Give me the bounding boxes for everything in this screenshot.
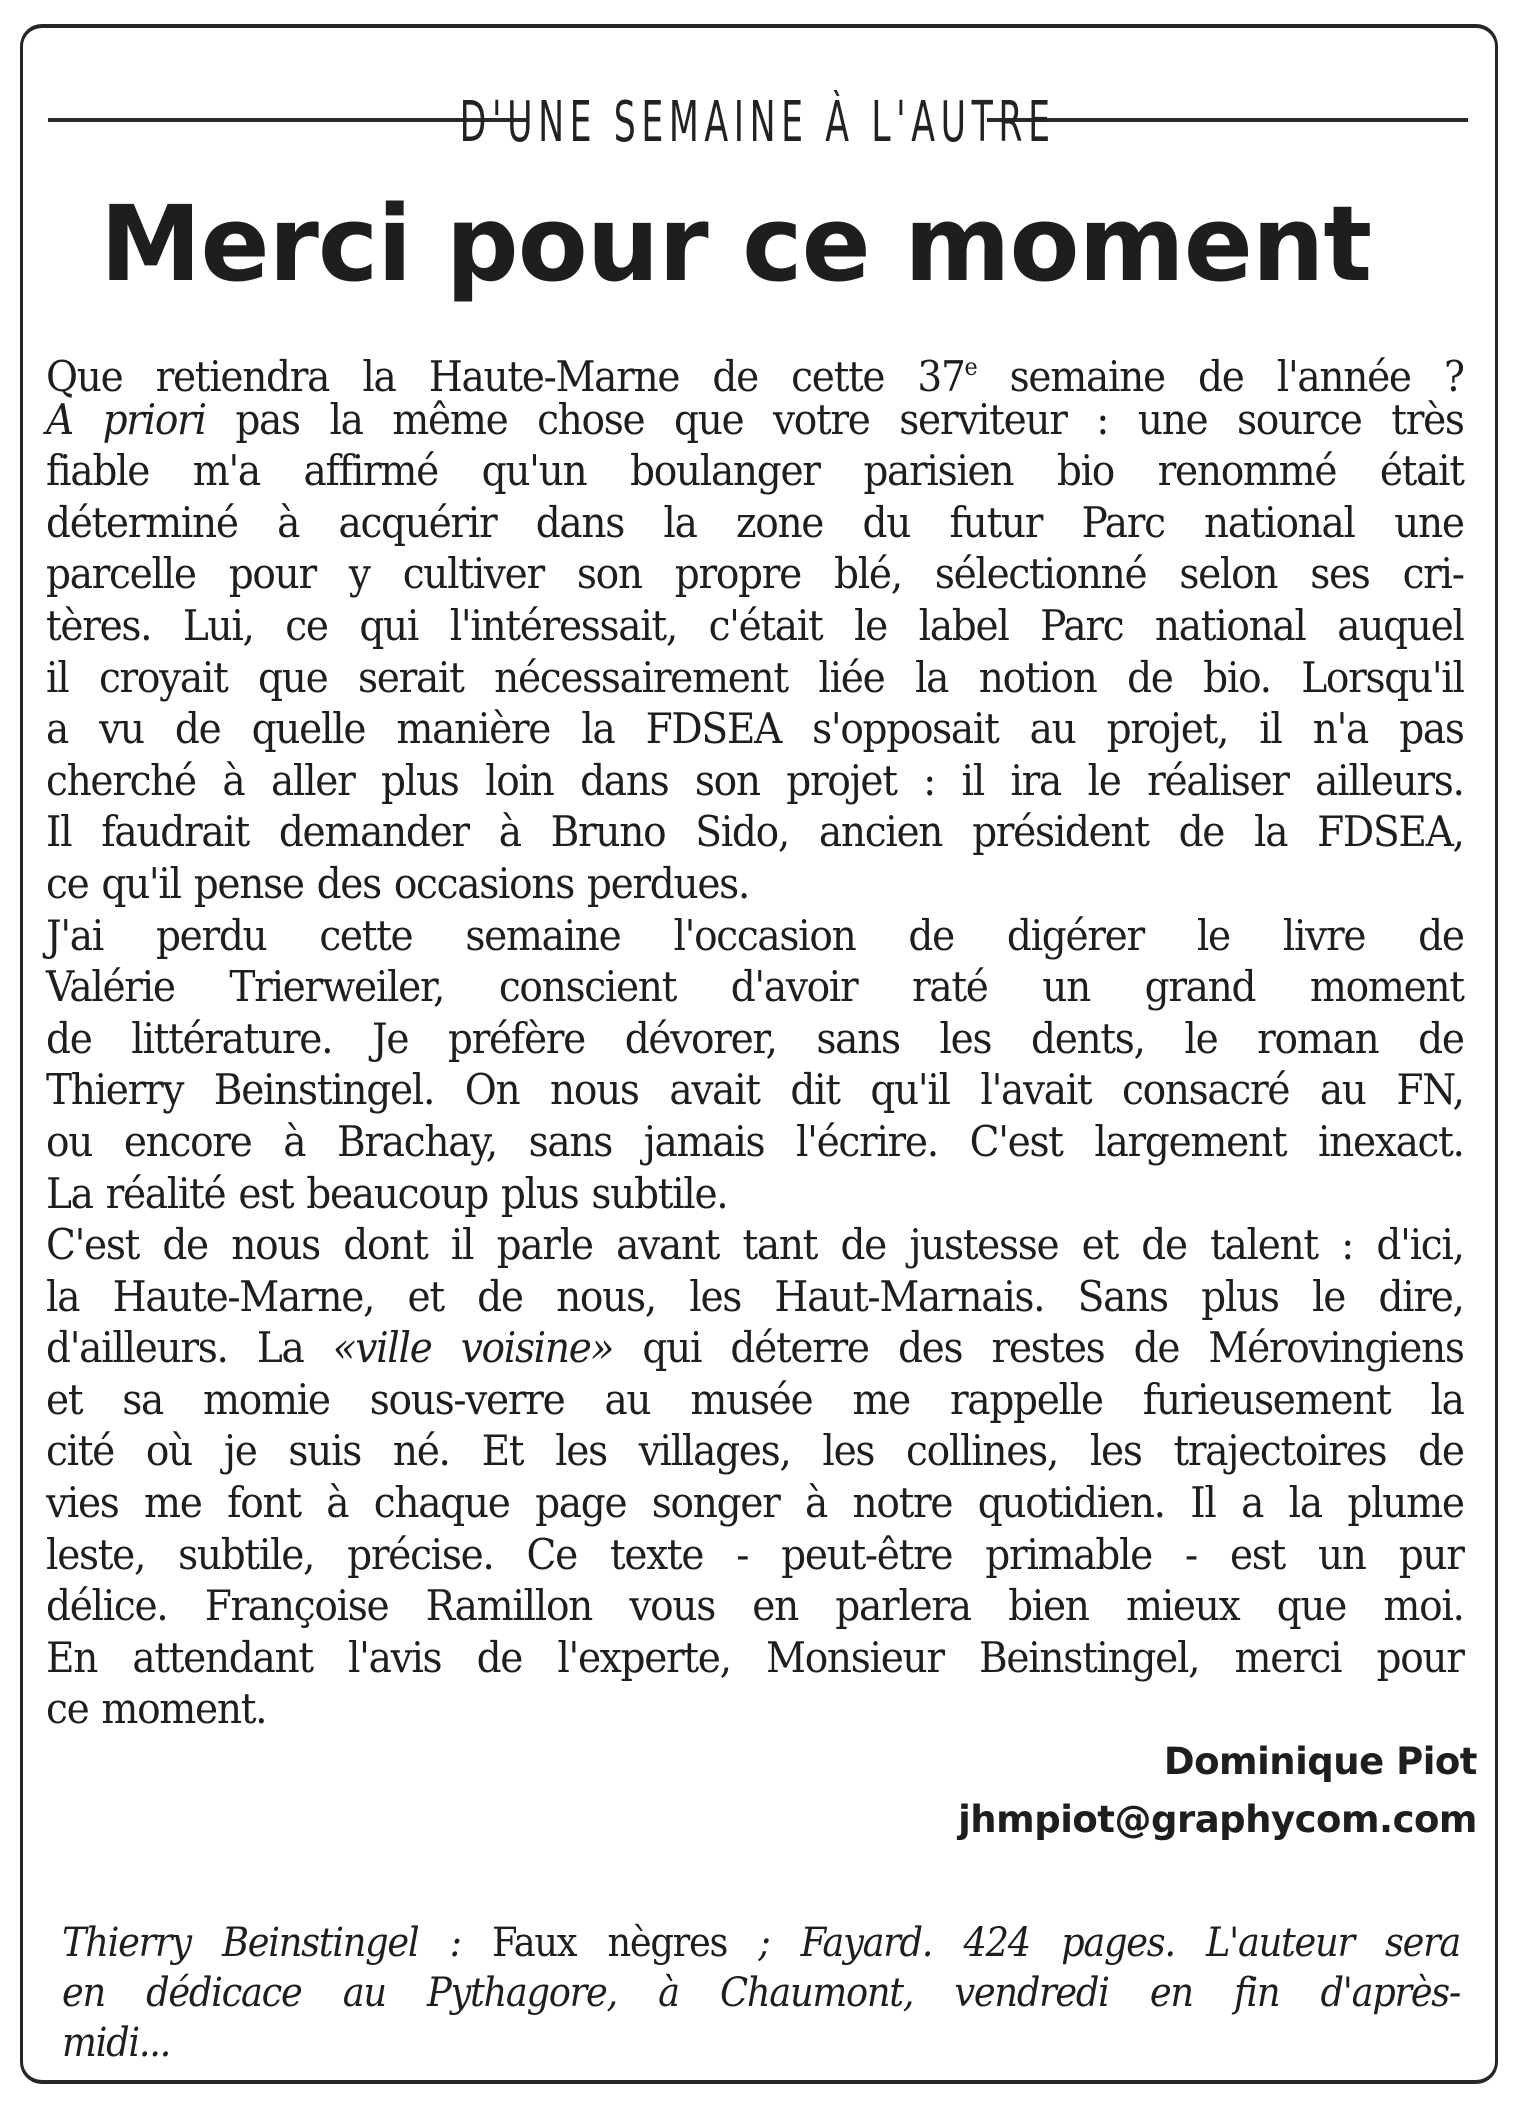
body-line — [46, 1219, 1464, 1271]
italic-text: «ville voisine» — [332, 1323, 614, 1373]
body-line — [46, 1632, 1464, 1684]
body-line — [46, 1322, 1464, 1374]
line-text: parcelle pour y cultiver son propre blé, sélectionné selon ses cri- — [46, 549, 1464, 599]
kicker-rule-left — [48, 118, 529, 122]
author-name: Dominique Piot — [1163, 1740, 1477, 1783]
line-text: ce qu'il pense des occasions perdues. — [46, 858, 750, 908]
article-headline: Merci pour ce moment — [100, 183, 1372, 305]
body-line — [46, 703, 1464, 755]
italic-text: A priori — [46, 394, 206, 444]
line-text: la Haute-Marne, et de nous, les Haut-Marnais. Sans plus le dire, — [46, 1271, 1464, 1321]
body-line — [46, 1168, 1464, 1220]
superscript-text: e — [964, 353, 977, 381]
line-text: cherché à aller plus loin dans son projet : il ira le réaliser ailleurs. — [46, 755, 1464, 805]
line-text: Que retiendra la Haute-Marne de cette 37 — [46, 352, 965, 401]
body-line — [46, 910, 1464, 962]
line-text: Il faudrait demander à Bruno Sido, ancien président de la FDSEA, — [46, 807, 1464, 857]
line-text: il croyait que serait nécessairement liée la notion de bio. Lorsqu'il — [46, 652, 1464, 702]
line-text: tères. Lui, ce qui l'intéressait, c'était le label Parc national auquel — [46, 600, 1464, 650]
body-line — [46, 755, 1464, 807]
line-text: de littérature. Je préfère dévorer, sans les dents, le roman de — [46, 1013, 1464, 1063]
line-text: La réalité est beaucoup plus subtile. — [46, 1168, 728, 1218]
body-line — [46, 858, 1464, 910]
body-line — [46, 1425, 1464, 1477]
line-text: ou encore à Brachay, sans jamais l'écrire. C'est largement inexact. — [46, 1116, 1464, 1166]
line-text: C'est de nous dont il parle avant tant de justesse et de talent : d'ici, — [46, 1220, 1464, 1270]
line-text: cité où je suis né. Et les villages, les collines, les trajectoires de — [46, 1426, 1464, 1476]
italic-text: midi... — [62, 2020, 171, 2066]
italic-text: Thierry Beinstingel : — [62, 1920, 461, 1966]
body-line — [46, 497, 1464, 549]
author-email[interactable]: jhmpiot@graphycom.com — [958, 1798, 1477, 1841]
body-line — [46, 548, 1464, 600]
line-text: vies me font à chaque page songer à notre quotidien. Il a la plume — [46, 1478, 1464, 1528]
body-line — [46, 445, 1464, 497]
body-line — [46, 1116, 1464, 1168]
line-text: déterminé à acquérir dans la zone du futur Parc national une — [46, 497, 1464, 547]
body-line — [46, 961, 1464, 1013]
body-line — [46, 600, 1464, 652]
kicker-rule-right — [987, 118, 1468, 122]
body-line — [46, 1064, 1464, 1116]
line-text: qui déterre des restes de Mérovingiens — [613, 1323, 1464, 1373]
body-line — [46, 342, 1464, 401]
column-kicker: D'UNE SEMAINE À L'AUTRE — [460, 89, 1056, 155]
line-text: J'ai perdu cette semaine l'occasion de digérer le livre de — [46, 910, 1464, 960]
note-line — [62, 2018, 1460, 2068]
note-line — [62, 1918, 1460, 1968]
line-text: pas la même chose que votre serviteur : une source très — [205, 394, 1464, 444]
note-line — [62, 1968, 1460, 2018]
body-line — [46, 1580, 1464, 1632]
line-text: fiable m'a affirmé qu'un boulanger parisien bio renommé était — [46, 446, 1464, 496]
line-text: d'ailleurs. La — [46, 1323, 333, 1373]
body-line — [46, 652, 1464, 704]
line-text: En attendant l'avis de l'experte, Monsieur Beinstingel, merci pour — [46, 1632, 1464, 1682]
body-line — [46, 1683, 1464, 1735]
italic-text: en dédicace au Pythagore, à Chaumont, vendredi en fin d'après- — [62, 1970, 1461, 2016]
line-text: délice. Françoise Ramillon vous en parlera bien mieux que moi. — [46, 1581, 1464, 1631]
book-note — [62, 1918, 1460, 2068]
book-title-text: Faux nègres — [460, 1920, 759, 1966]
line-text: a vu de quelle manière la FDSEA s'opposait au projet, il n'a pas — [46, 704, 1464, 754]
article-body — [46, 342, 1464, 1735]
body-line — [46, 1477, 1464, 1529]
line-text: et sa momie sous-verre au musée me rappelle furieusement la — [46, 1374, 1464, 1424]
column-kicker-row — [48, 82, 1468, 162]
line-text: leste, subtile, précise. Ce texte - peut-être primable - est un pur — [46, 1529, 1464, 1579]
line-text: ce moment. — [46, 1684, 267, 1734]
line-text: semaine de l'année ? — [976, 352, 1464, 401]
body-line — [46, 806, 1464, 858]
body-line — [46, 1013, 1464, 1065]
italic-text: ; Fayard. 424 pages. L'auteur sera — [758, 1920, 1461, 1966]
body-line — [46, 1271, 1464, 1323]
body-line — [46, 394, 1464, 446]
line-text: Valérie Trierweiler, conscient d'avoir raté un grand moment — [46, 962, 1464, 1012]
body-line — [46, 1529, 1464, 1581]
line-text: Thierry Beinstingel. On nous avait dit qu'il l'avait consacré au FN, — [46, 1065, 1464, 1115]
body-line — [46, 1374, 1464, 1426]
